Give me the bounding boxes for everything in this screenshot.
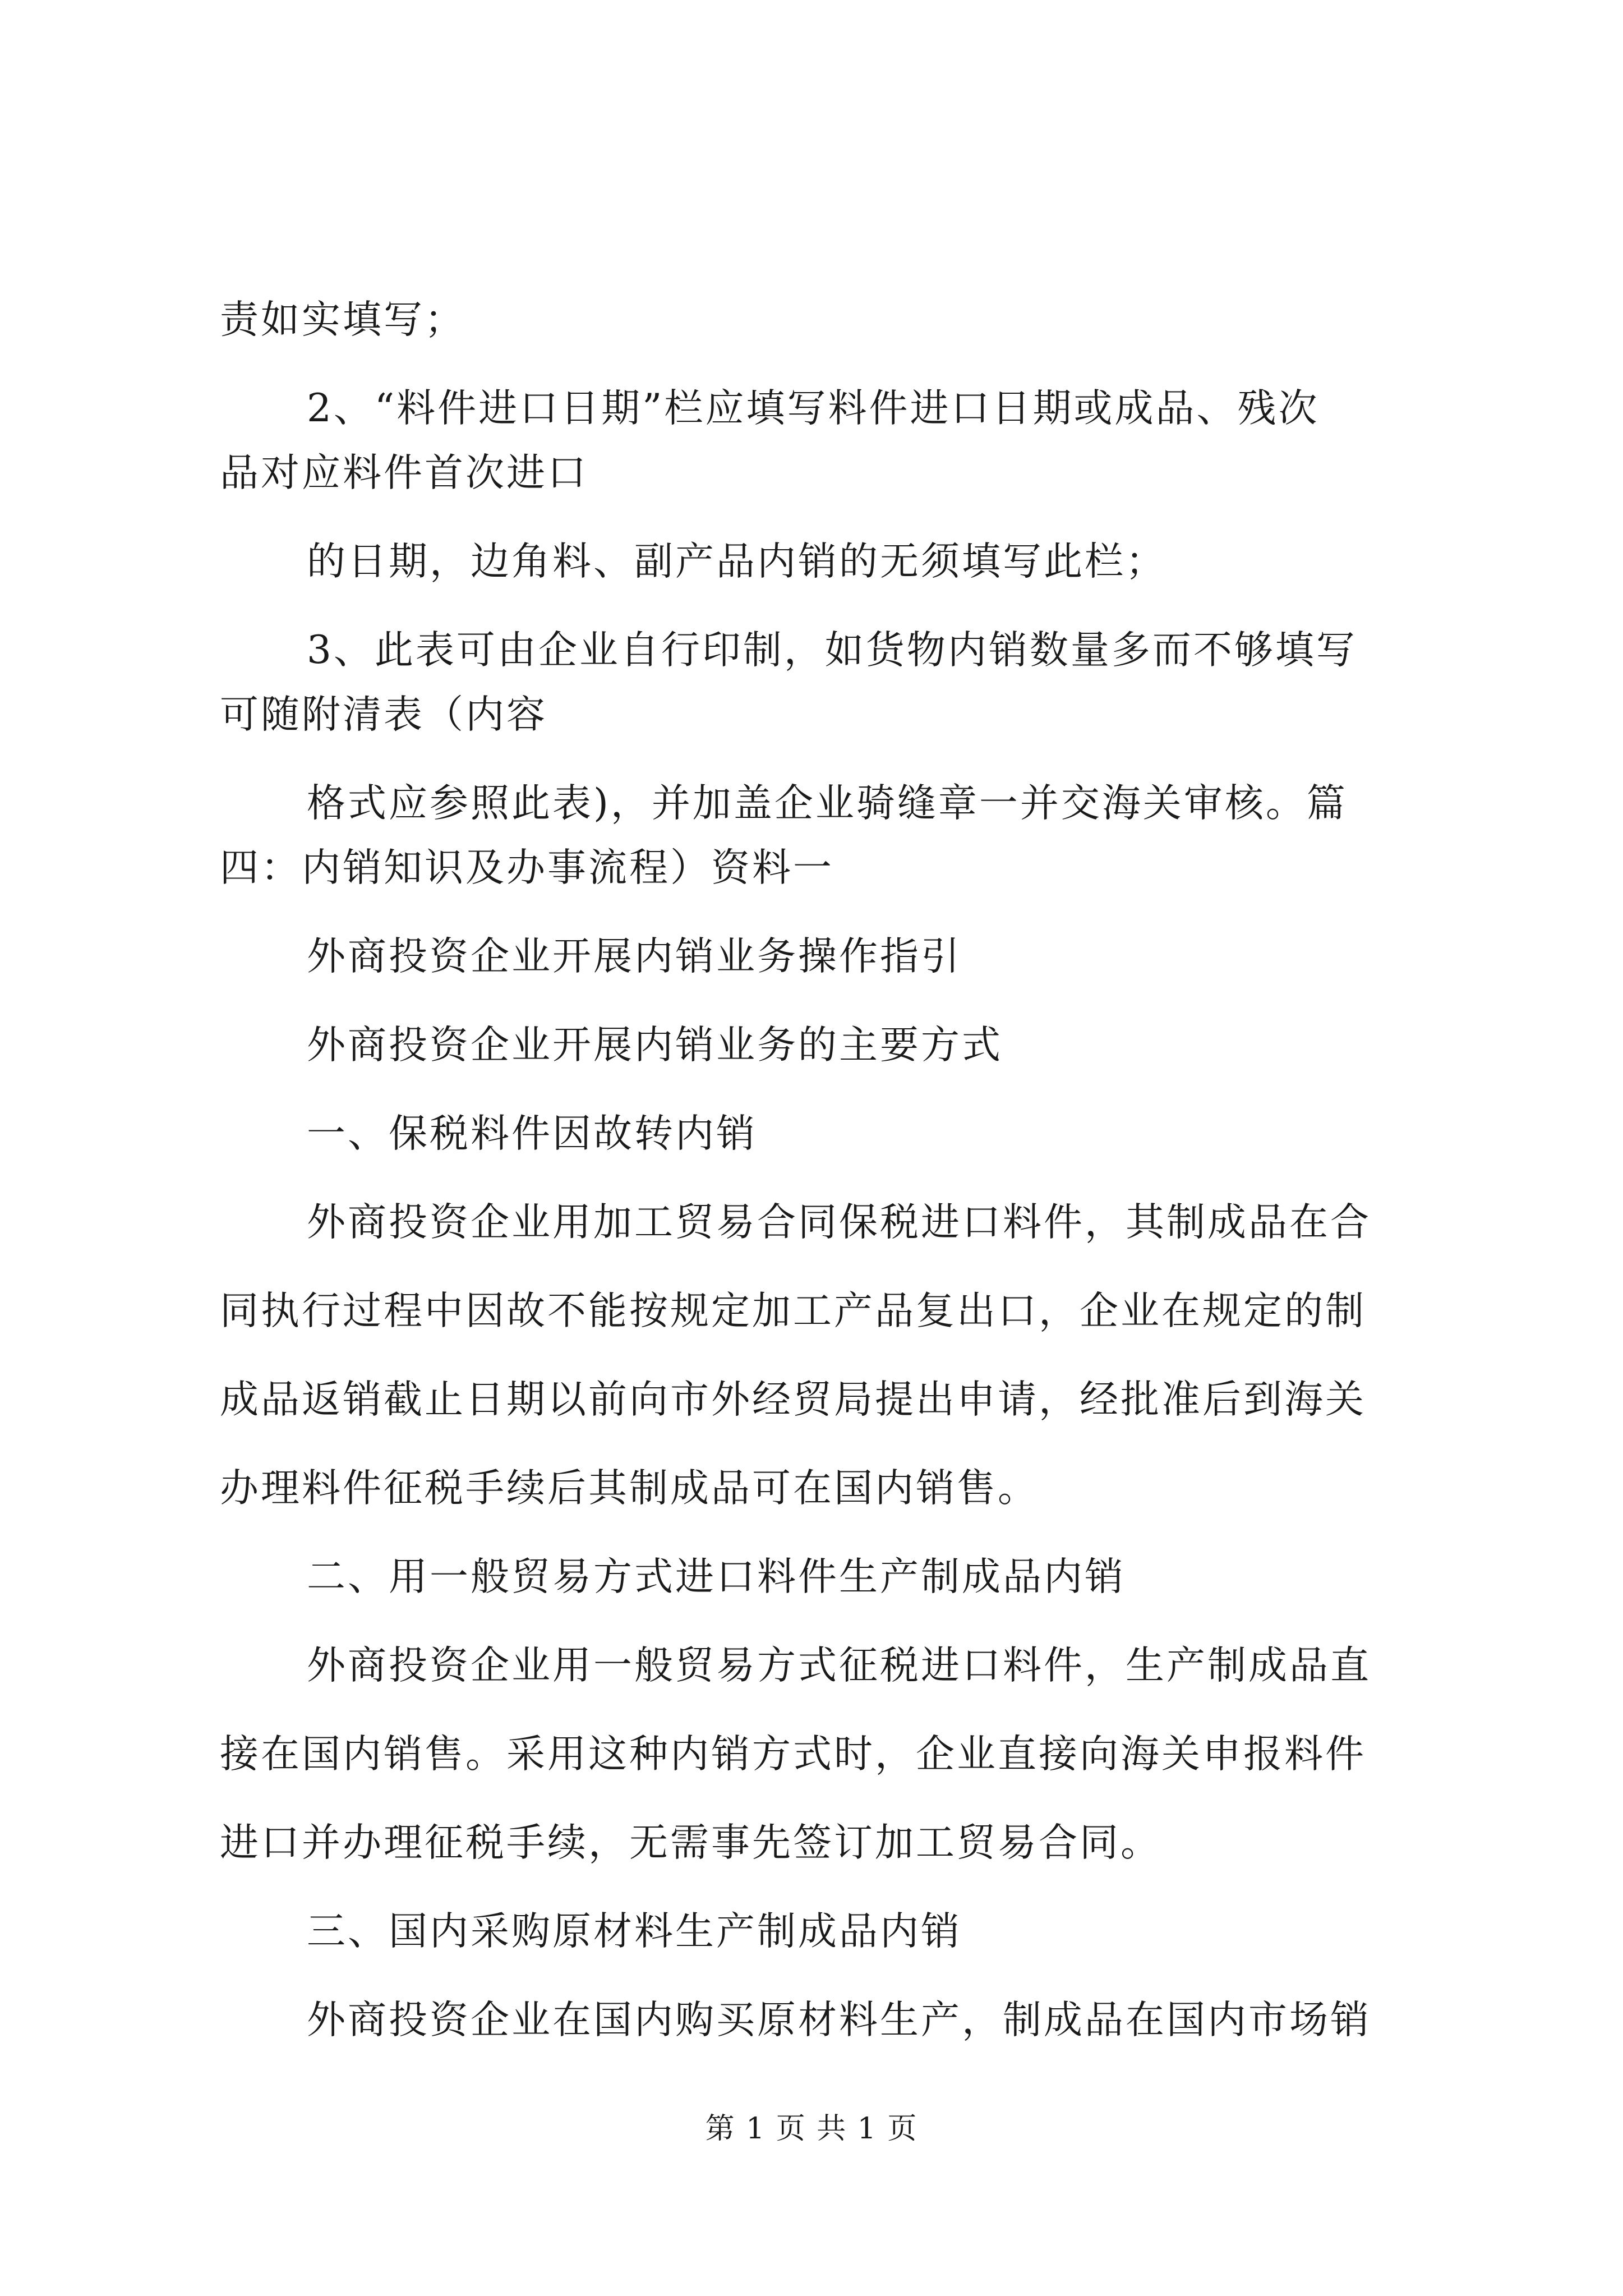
text-line: 3、此表可由企业自行印制，如货物内销数量多而不够填写 — [307, 628, 1357, 673]
text-line: 2、“料件进口日期”栏应填写料件进口日期或成品、残次 — [307, 386, 1320, 431]
text-line: 可随附清表（内容 — [220, 692, 547, 737]
text-line: 三、国内采购原材料生产制成品内销 — [307, 1909, 962, 1954]
page-footer: 第 1 页 共 1 页 — [705, 2112, 918, 2146]
text-line: 外商投资企业开展内销业务的主要方式 — [307, 1023, 1003, 1068]
text-line: 同执行过程中因故不能按规定加工产品复出口，企业在规定的制 — [220, 1289, 1366, 1333]
text-line: 接在国内销售。采用这种内销方式时，企业直接向海关申报料件 — [220, 1732, 1366, 1777]
text-line: 外商投资企业在国内购买原材料生产，制成品在国内市场销 — [307, 1998, 1371, 2042]
text-line: 责如实填写； — [220, 297, 465, 342]
text-line: 成品返销截止日期以前向市外经贸局提出申请，经批准后到海关 — [220, 1377, 1366, 1422]
document-body — [220, 297, 1431, 2042]
text-line: 的日期，边角料、副产品内销的无须填写此栏； — [307, 539, 1166, 584]
text-line: 一、保税料件因故转内销 — [307, 1111, 757, 1156]
text-line: 二、用一般贸易方式进口料件生产制成品内销 — [307, 1554, 1126, 1599]
text-line: 外商投资企业开展内销业务操作指引 — [307, 934, 962, 979]
text-line: 品对应料件首次进口 — [220, 450, 588, 495]
text-line: 外商投资企业用一般贸易方式征税进口料件，生产制成品直 — [307, 1643, 1371, 1688]
text-line: 进口并办理征税手续，无需事先签订加工贸易合同。 — [220, 1820, 1161, 1865]
text-line: 格式应参照此表)，并加盖企业骑缝章一并交海关审核。篇 — [307, 781, 1348, 826]
text-line: 外商投资企业用加工贸易合同保税进口料件，其制成品在合 — [307, 1200, 1371, 1245]
text-line: 四：内销知识及办事流程）资料一 — [220, 845, 834, 890]
text-line: 办理料件征税手续后其制成品可在国内销售。 — [220, 1466, 1039, 1511]
